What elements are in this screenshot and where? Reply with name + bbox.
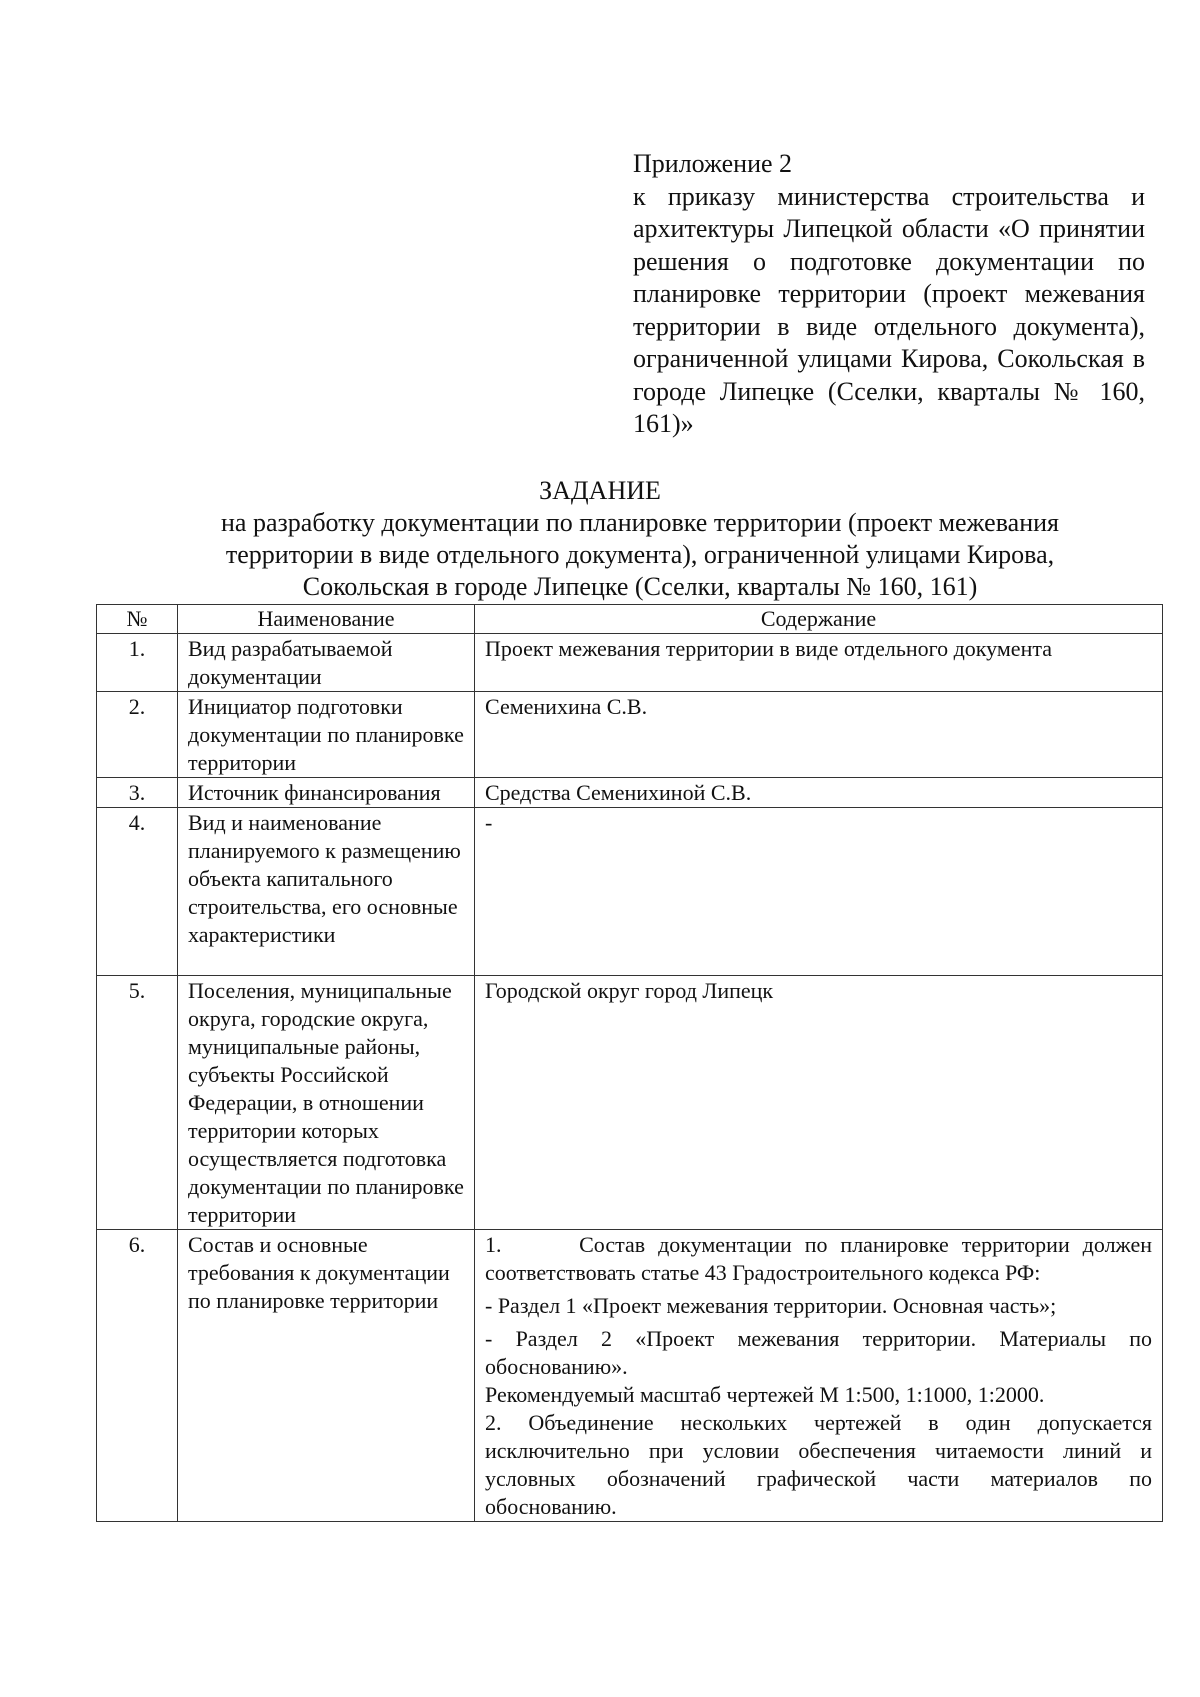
row-content: Семенихина С.В. xyxy=(475,692,1163,778)
header-number: № xyxy=(97,605,178,634)
table-row xyxy=(97,1230,1163,1522)
row-content: Городской округ город Липецк xyxy=(475,976,1163,1230)
row-number: 5. xyxy=(97,976,178,1230)
row-name: Состав и основные требования к документации по планировке территории xyxy=(178,1230,475,1522)
table-row xyxy=(97,692,1163,778)
table-row xyxy=(97,808,1163,976)
table-row xyxy=(97,778,1163,808)
row-name: Вид и наименование планируемого к размещению объекта капитального строительства, его основные характеристики xyxy=(178,808,475,976)
header-content: Содержание xyxy=(475,605,1163,634)
row-content: Средства Семенихиной С.В. xyxy=(475,778,1163,808)
content-paragraph: 2. Объединение нескольких чертежей в один допускается исключительно при условии обеспечения читаемости линий и условных обозначений графической части материалов по обоснованию. xyxy=(485,1410,1152,1519)
document-subtitle: на разработку документации по планировке территории (проект межевания территории в виде отдельного документа), ограниченной улицами Кирова, Сокольская в городе Липецке (Сселки, кварталы № 160, 161) xyxy=(221,508,1059,601)
row-name: Вид разрабатываемой документации xyxy=(178,634,475,692)
task-table xyxy=(96,604,1163,1522)
table-row xyxy=(97,976,1163,1230)
row-number: 2. xyxy=(97,692,178,778)
appendix-title: Приложение 2 xyxy=(633,149,793,178)
document-title: ЗАДАНИЕ xyxy=(539,476,661,505)
row-number: 4. xyxy=(97,808,178,976)
row-number: 3. xyxy=(97,778,178,808)
table-header-row xyxy=(97,605,1163,634)
row-content: Проект межевания территории в виде отдельного документа xyxy=(475,634,1163,692)
row-content: - xyxy=(475,808,1163,976)
content-paragraph: - Раздел 2 «Проект межевания территории. Материалы по обоснованию». xyxy=(485,1326,1152,1379)
row-number: 1. xyxy=(97,634,178,692)
header-name: Наименование xyxy=(178,605,475,634)
row-name: Источник финансирования xyxy=(178,778,475,808)
content-paragraph: - Раздел 1 «Проект межевания территории. Основная часть»; xyxy=(485,1293,1057,1318)
content-paragraph: Рекомендуемый масштаб чертежей М 1:500, 1:1000, 1:2000. xyxy=(485,1382,1045,1407)
row-number: 6. xyxy=(97,1230,178,1522)
row-name: Инициатор подготовки документации по планировке территории xyxy=(178,692,475,778)
appendix-reference: к приказу министерства строительства и архитектуры Липецкой области «О принятии решения о подготовке документации по планировке территории (проект межевания территории в виде отдельного документа), ограниченной улицами Кирова, Сокольская в городе Липецке (Сселки, кварталы № 160, 161)» xyxy=(633,181,1145,438)
appendix-block xyxy=(633,148,1145,441)
table-row xyxy=(97,634,1163,692)
content-paragraph: 1. Состав документации по планировке территории должен соответствовать статье 43 Градостроительного кодекса РФ: xyxy=(485,1232,1152,1285)
row-content xyxy=(475,1230,1163,1522)
row-name: Поселения, муниципальные округа, городские округа, муниципальные районы, субъекты Российской Федерации, в отношении территории которых осуществляется подготовка документации по планировке территории xyxy=(178,976,475,1230)
